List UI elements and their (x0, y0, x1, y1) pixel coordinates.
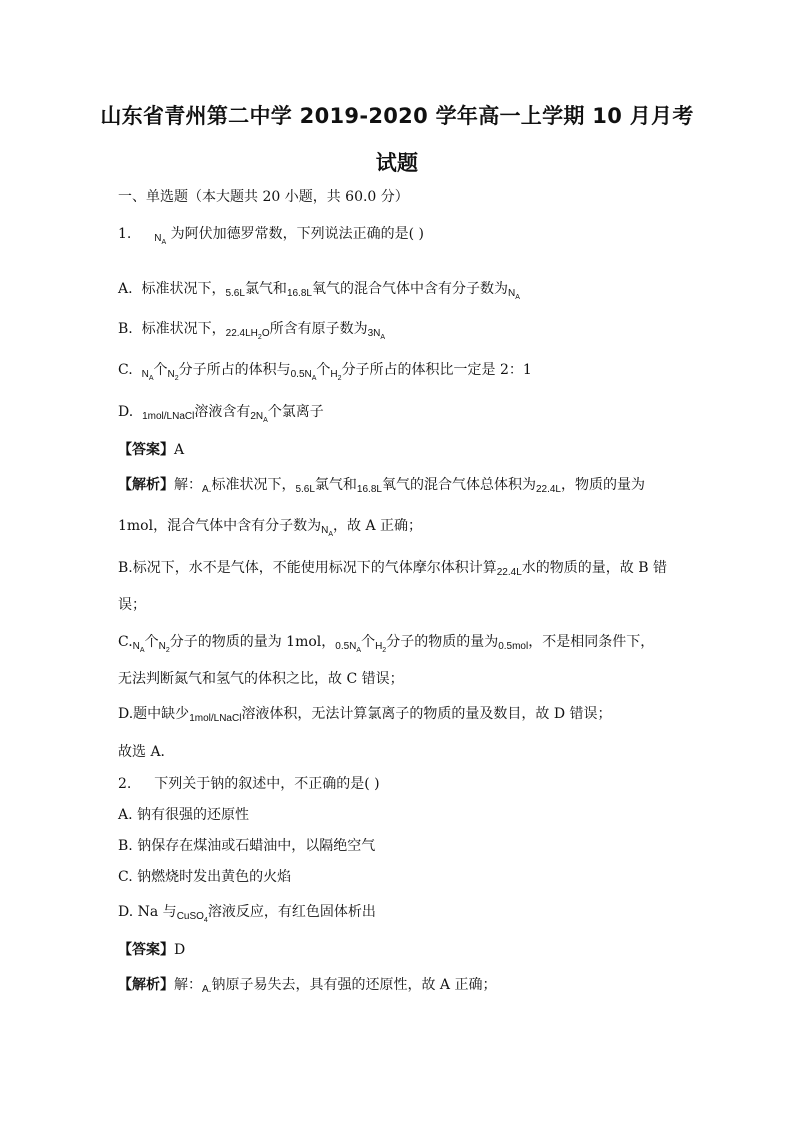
question-1-option-c: C. $_{N_A}$个$_{N_2}$分子所占的体积与$_{0.5N_A}$个$_{H_2}$分子所占的体积比一定是 2：1 (118, 362, 532, 382)
page-title-line1: 山东省青州第二中学 2019-2020 学年高一上学期 10 月月考 (100, 104, 694, 128)
formula: N2 (167, 369, 179, 382)
question-2-option-d: D. Na 与$_{CuSO_4}$溶液反应，有红色固体析出 (118, 904, 376, 924)
formula: NA (132, 641, 145, 654)
formula: A. (202, 484, 212, 495)
formula: H2 (375, 641, 387, 654)
question-2-option-c: C. 钠燃烧时发出黄色的火焰 (118, 869, 292, 885)
question-1-analysis-line-6: 无法判断氮气和氢气的体积之比，故 C 错误； (118, 671, 404, 687)
formula: N2 (158, 641, 170, 654)
formula: NA (154, 233, 167, 246)
formula: A. (202, 984, 212, 995)
question-1-analysis-line-3: B.标况下，水不是气体，不能使用标况下的气体摩尔体积计算$_{22.4L}$水的物质的量，故 B 错 (118, 560, 667, 578)
formula: 0.5NA (290, 369, 317, 382)
question-1-option-a: A. 标准状况下，$_{5.6L}$氯气和$_{16.8L}$氧气的混合气体中含有分子数为$_{N_A}$ (118, 281, 520, 301)
question-1-analysis-line-7: D.题中缺少$_{1mol/LNaCl}$溶液体积，无法计算氯离子的物质的量及数目，故 D 错误； (118, 706, 612, 724)
question-2-answer: 【答案】D (118, 942, 186, 958)
formula: 5.6L (295, 484, 315, 495)
question-2-stem: 2. 下列关于钠的叙述中，不正确的是( ) (118, 776, 380, 792)
formula: 22.4LH2O (225, 328, 270, 341)
formula: NA (321, 525, 333, 538)
question-1-analysis-line-1: 【解析】解：$_{A.}$标准状况下，$_{5.6L}$氯气和$_{16.8L}$氧气的混合气体总体积为$_{22.4L}$，物质的量为 (118, 477, 645, 495)
question-1-stem: 1. $_{N_A}$ 为阿伏加德罗常数，下列说法正确的是( ) (118, 226, 424, 246)
question-number: 1. (118, 226, 132, 242)
formula: 22.4L (496, 567, 522, 578)
formula: 0.5mol (498, 641, 529, 652)
question-1-analysis-line-4: 误； (118, 597, 146, 613)
formula: H2 (330, 369, 342, 382)
formula: NA (507, 288, 520, 301)
formula: CuSO4 (176, 911, 208, 924)
formula: 3NA (367, 328, 386, 341)
formula: 16.8L (286, 288, 312, 299)
question-number: 2. (118, 776, 132, 792)
question-2-analysis-line-1: 【解析】解：$_{A.}$钠原子易失去，具有强的还原性，故 A 正确； (118, 977, 497, 995)
formula: 0.5NA (335, 641, 362, 654)
formula: 1mol/LNaCl (142, 411, 195, 422)
formula: NA (141, 369, 154, 382)
question-1-option-b: B. 标准状况下，$_{22.4LH_2O}$所含有原子数为$_{3N_A}$ (118, 321, 386, 341)
page-title-line2: 试题 (375, 151, 419, 175)
question-1-option-d: D. $_{1mol/LNaCl}$溶液含有$_{2N_A}$个氯离子 (118, 404, 324, 424)
formula: 2NA (250, 411, 268, 424)
question-2-option-a: A. 钠有很强的还原性 (118, 807, 250, 823)
question-2-option-b: B. 钠保存在煤油或石蜡油中，以隔绝空气 (118, 838, 376, 854)
question-1-answer: 【答案】A (118, 442, 185, 458)
formula: 1mol/LNaCl (189, 713, 242, 724)
question-1-analysis-line-2: 1mol，混合气体中含有分子数为$_{N_A}$，故 A 正确； (118, 518, 423, 538)
section-heading: 一、单选题（本大题共 20 小题，共 60.0 分） (118, 189, 409, 205)
formula: 22.4L (535, 484, 561, 495)
formula: 16.8L (356, 484, 382, 495)
question-1-analysis-line-5: $C._{N_A}$个$_{N_2}$分子的物质的量为 1mol，$_{0.5N_A}$个$_{H_2}$分子的物质的量为$_{0.5mol}$，不是相同条件下， (118, 634, 655, 654)
formula: 5.6L (225, 288, 245, 299)
question-1-analysis-line-8: 故选 A． (118, 744, 175, 760)
